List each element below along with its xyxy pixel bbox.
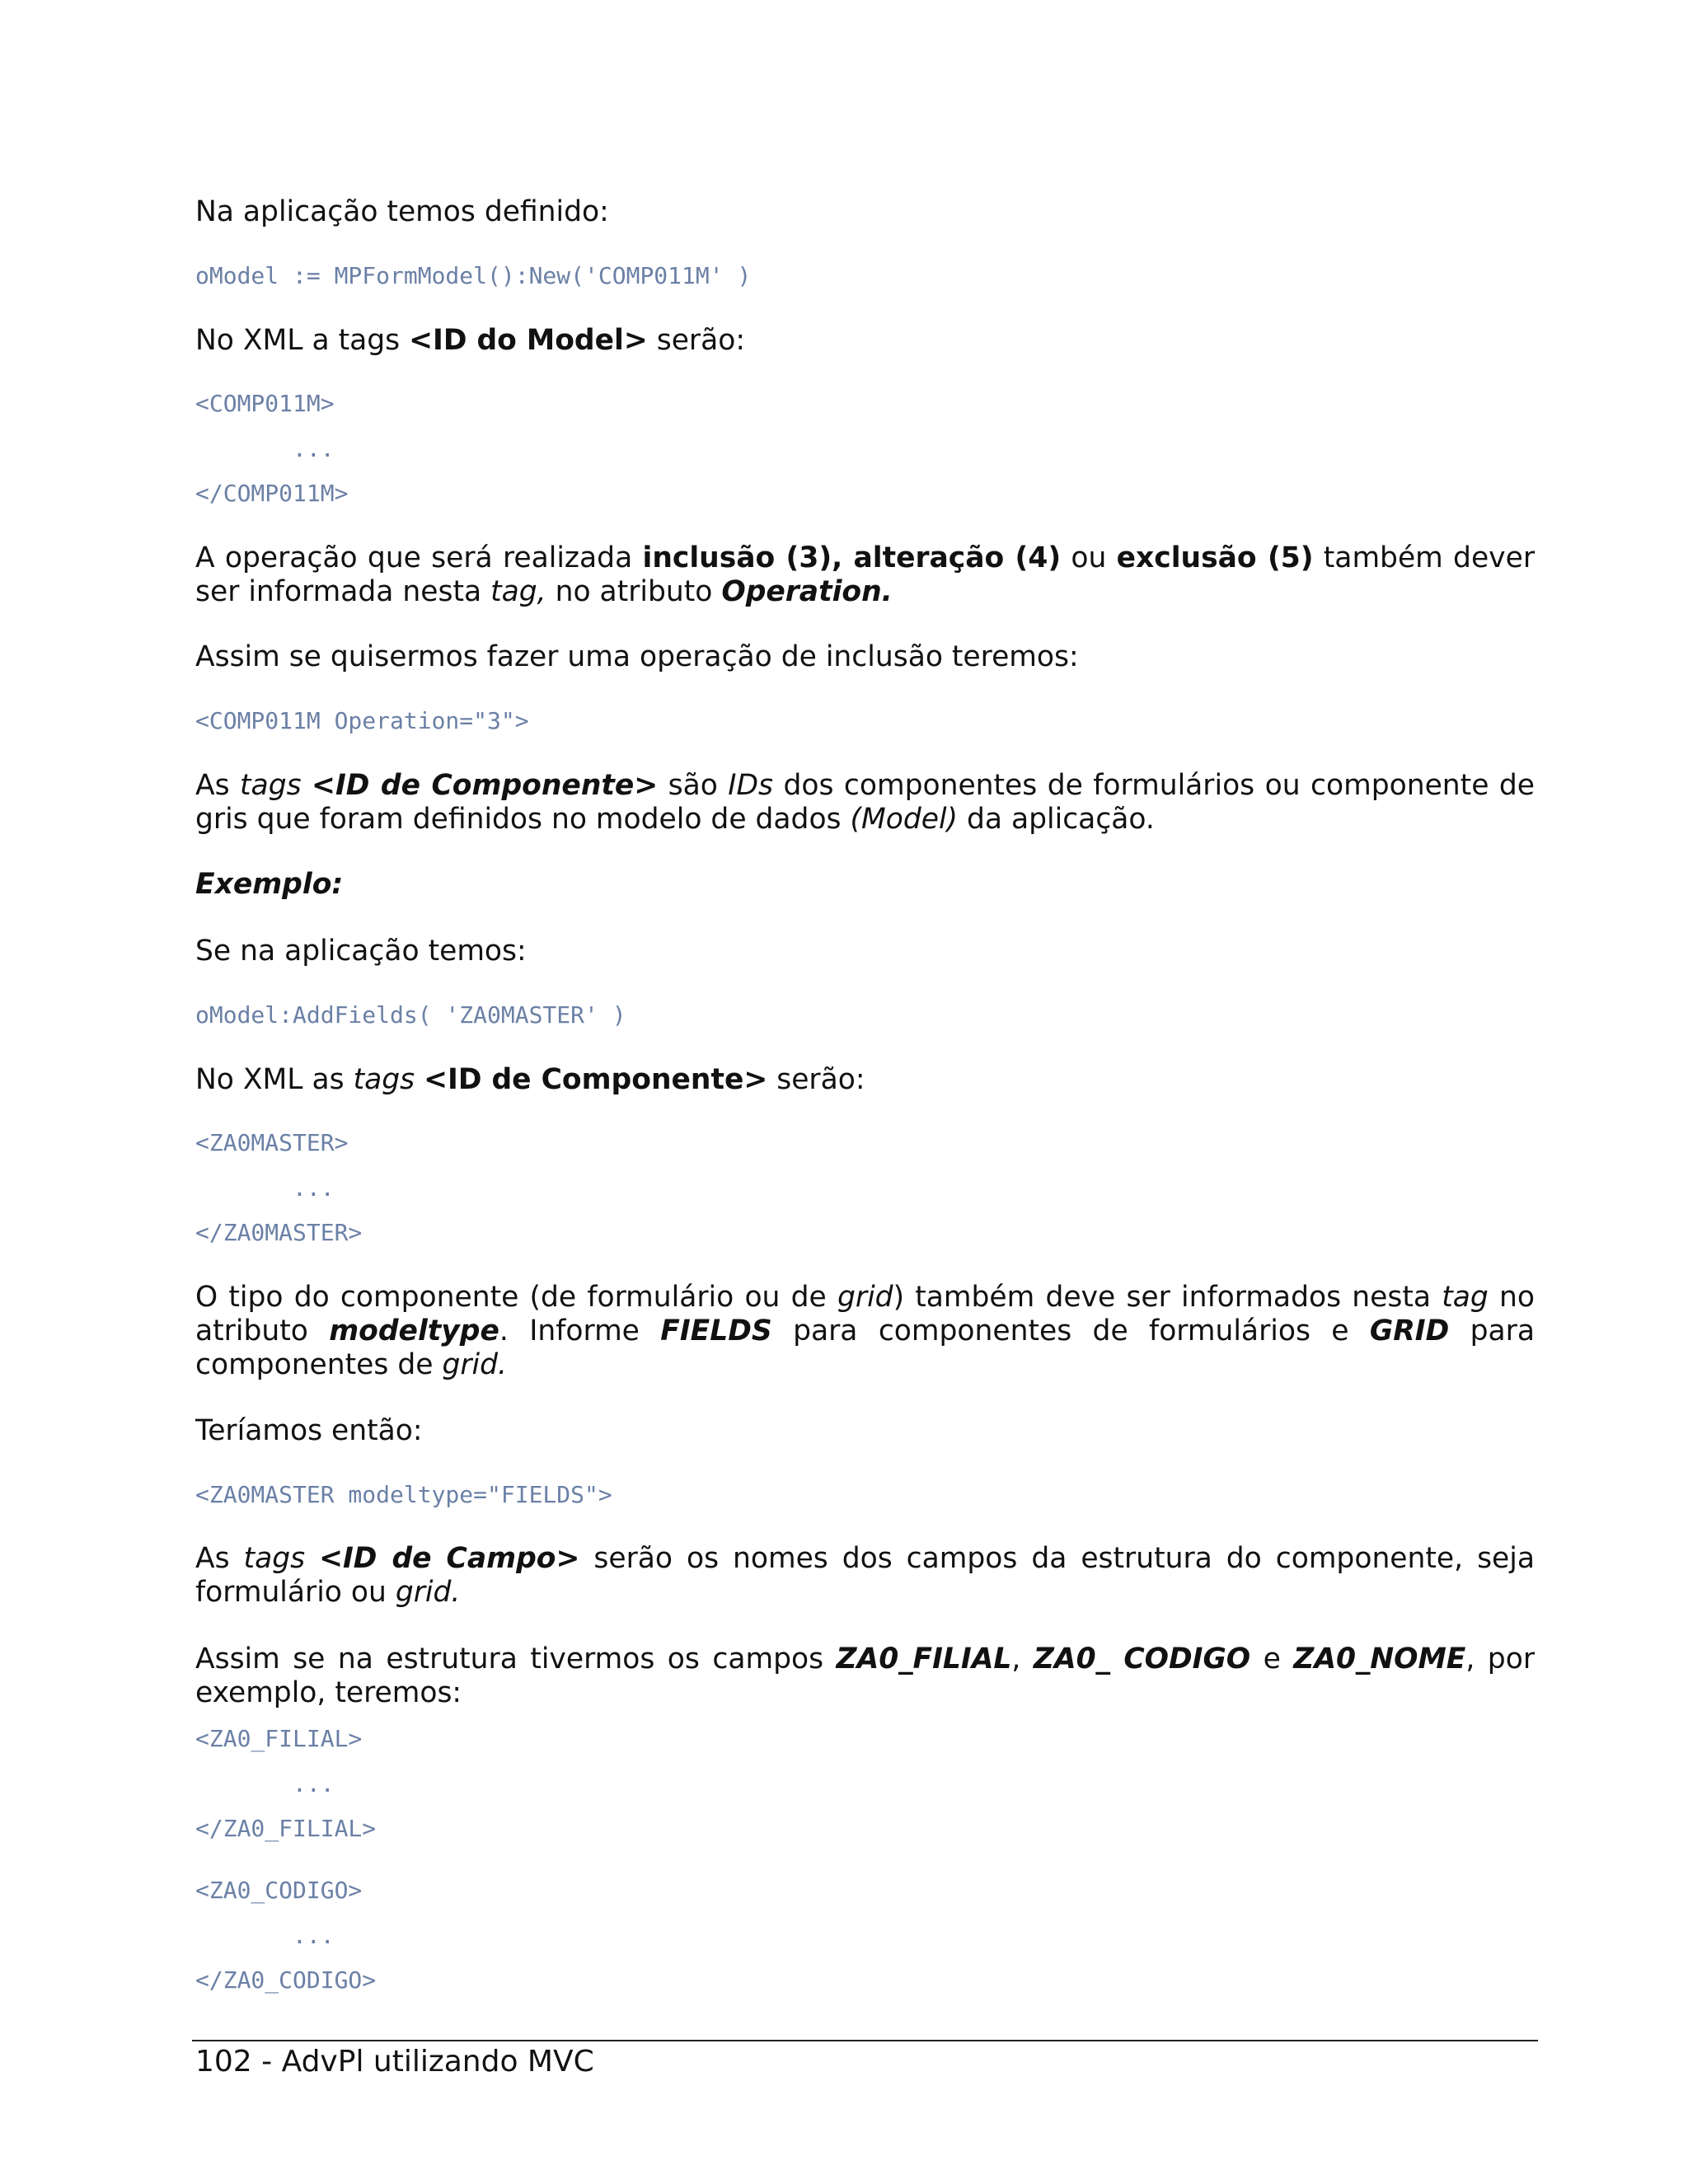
paragraph-fields-example: Assim se na estrutura tivermos os campos ZA0_FILIAL, ZA0_ CODIGO e ZA0_NOME, por exemplo, teremos: xyxy=(195,1643,1536,1709)
code-line: <COMP011M Operation="3"> xyxy=(195,707,529,734)
footer-rule xyxy=(192,2040,1538,2041)
code-line: ... xyxy=(293,1922,335,1949)
code-line: <COMP011M> xyxy=(195,390,335,417)
paragraph-field-ids: As tags <ID de Campo> serão os nomes dos campos da estrutura do componente, seja formulário ou grid. xyxy=(195,1542,1536,1609)
page-footer: 102 - AdvPl utilizando MVC xyxy=(195,2045,594,2079)
code-line: </ZA0_CODIGO> xyxy=(195,1966,377,1994)
code-line: <ZA0MASTER> xyxy=(195,1129,349,1156)
paragraph-xml-component: No XML as tags <ID de Componente> serão: xyxy=(195,1063,865,1096)
paragraph-inclusion: Assim se quisermos fazer uma operação de inclusão teremos: xyxy=(195,640,1079,673)
paragraph-operation: A operação que será realizada inclusão (3), alteração (4) ou exclusão (5) também dever ser informada nesta tag, no atributo Operation. xyxy=(195,541,1535,608)
code-line: </ZA0_FILIAL> xyxy=(195,1815,377,1842)
paragraph-intro: Na aplicação temos definido: xyxy=(195,195,609,228)
code-line: oModel := MPFormModel():New('COMP011M' ) xyxy=(195,262,752,289)
code-line: </COMP011M> xyxy=(195,480,349,507)
code-line: ... xyxy=(293,1174,335,1202)
paragraph-app: Se na aplicação temos: xyxy=(195,935,527,968)
code-line: <ZA0MASTER modeltype="FIELDS"> xyxy=(195,1481,612,1508)
code-line: </ZA0MASTER> xyxy=(195,1219,363,1246)
code-line: <ZA0_CODIGO> xyxy=(195,1877,363,1904)
code-line: ... xyxy=(293,1770,335,1797)
paragraph-result: Teríamos então: xyxy=(195,1414,423,1447)
paragraph-xml-tags: No XML a tags <ID do Model> serão: xyxy=(195,324,745,357)
paragraph-component-type: O tipo do componente (de formulário ou de grid) também deve ser informados nesta tag no atributo modeltype. Informe FIELDS para componentes de formulários e GRID para componentes de grid. xyxy=(195,1281,1535,1381)
document-page xyxy=(195,0,1535,2184)
example-heading: Exemplo: xyxy=(195,868,344,901)
code-line: oModel:AddFields( 'ZA0MASTER' ) xyxy=(195,1001,626,1029)
code-line: ... xyxy=(293,435,335,462)
paragraph-component-ids: As tags <ID de Componente> são IDs dos componentes de formulários ou componente de gris que foram definidos no modelo de dados (Model) da aplicação. xyxy=(195,769,1535,836)
code-line: <ZA0_FILIAL> xyxy=(195,1725,363,1752)
